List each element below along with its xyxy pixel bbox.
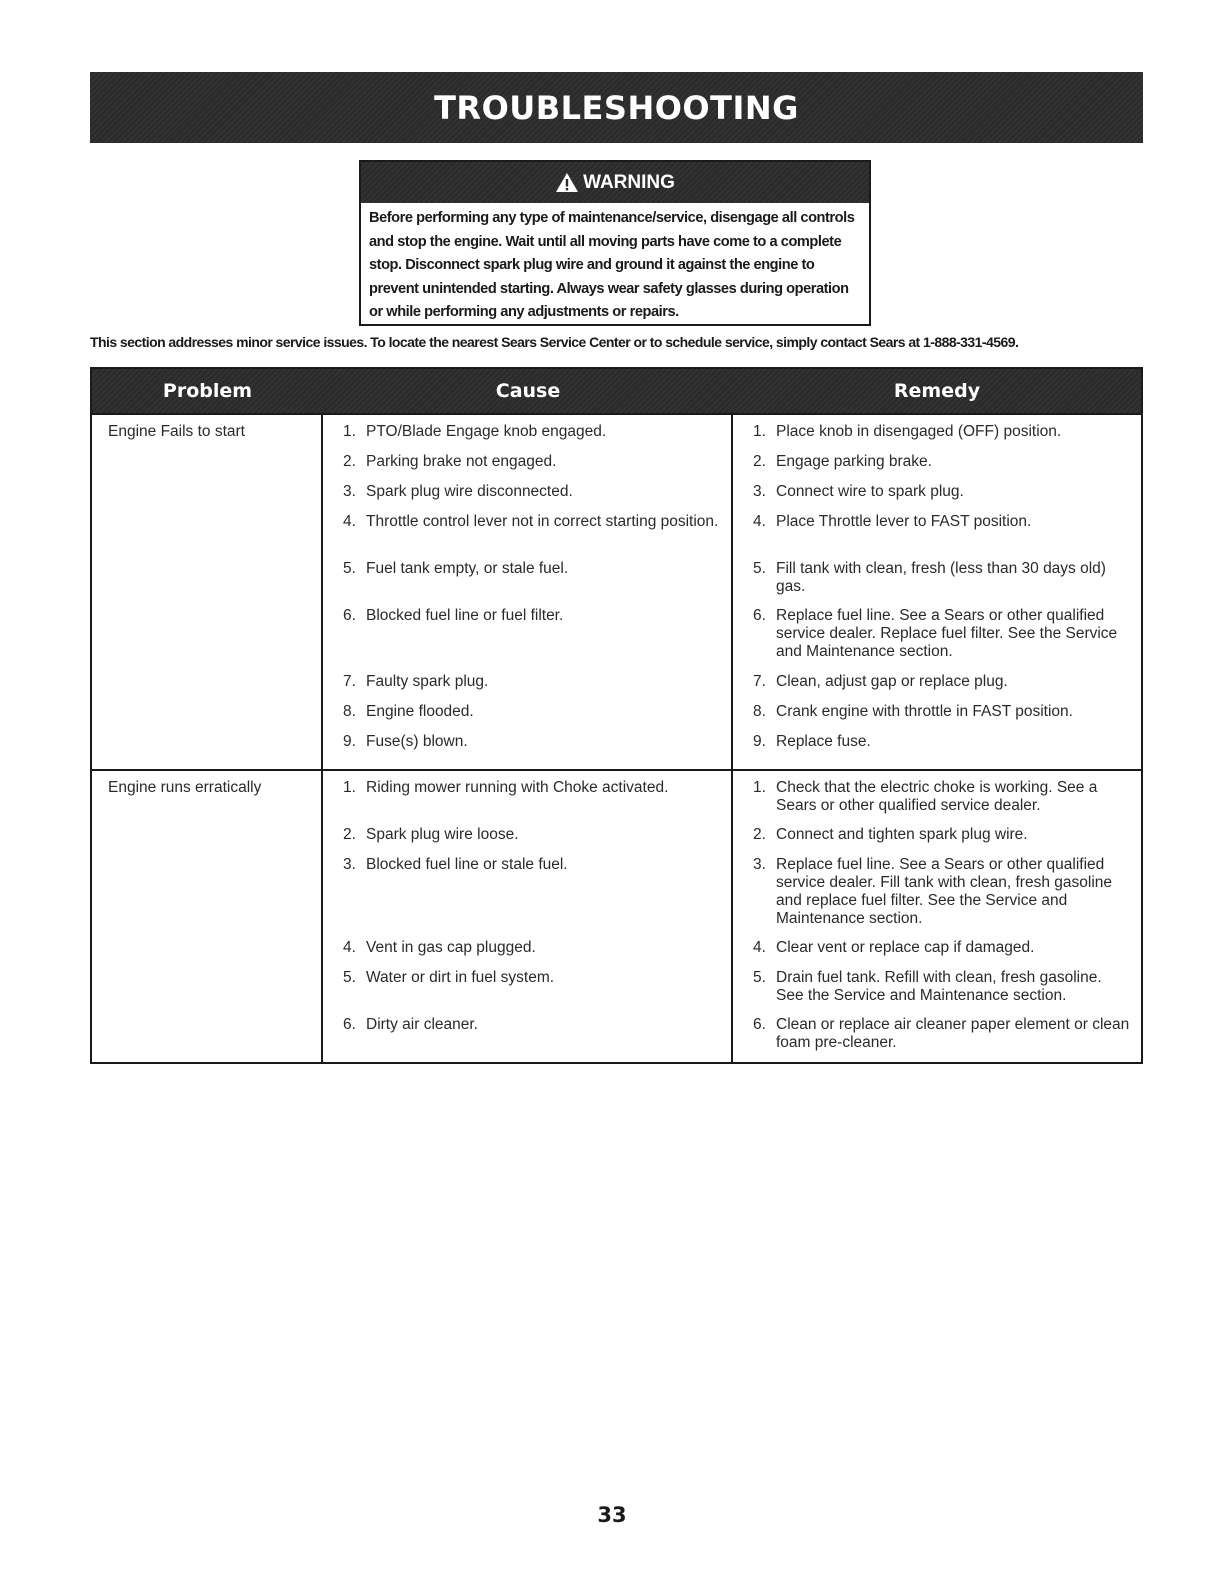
problem-text: Engine runs erratically (108, 779, 262, 796)
cause-item (343, 607, 723, 673)
title-banner (90, 72, 1143, 143)
cause-item (343, 513, 723, 560)
cause-item (343, 560, 723, 607)
remedy-item (753, 483, 1131, 513)
item-number: 2. (753, 826, 766, 843)
item-number: 5. (753, 560, 766, 577)
header-remedy: Remedy (893, 380, 981, 402)
page-number: 33 (597, 1503, 627, 1527)
item-number: 6. (343, 607, 356, 624)
header-cause: Cause (495, 380, 561, 402)
remedy-text: Fill tank with clean, fresh (less than 30 days old) gas. (776, 560, 1106, 595)
cause-item (343, 423, 723, 453)
remedy-item (753, 607, 1131, 673)
header-problem: Problem (162, 380, 253, 402)
item-number: 1. (343, 779, 356, 796)
item-number: 2. (343, 453, 356, 470)
problem-text: Engine Fails to start (108, 423, 245, 440)
item-number: 4. (343, 513, 356, 530)
cause-text: Vent in gas cap plugged. (366, 939, 536, 956)
warning-text: Before performing any type of maintenance/service, disengage all controls and stop the engine. Wait until all moving parts have come to a complete stop. Disconnect spark plug wire and ground it against the engine to prevent unintended starting. Always wear safety glasses during operation or while performing any adjustments or repairs. (369, 210, 855, 321)
troubleshooting-table (90, 367, 1143, 1064)
item-number: 8. (343, 703, 356, 720)
table-header (92, 369, 1141, 413)
item-number: 4. (753, 939, 766, 956)
cause-text: Spark plug wire disconnected. (366, 483, 573, 500)
table-row (92, 769, 1141, 1062)
remedy-text: Place Throttle lever to FAST position. (776, 513, 1032, 530)
cause-text: Riding mower running with Choke activated. (366, 779, 669, 796)
remedy-text: Clean or replace air cleaner paper element or clean foam pre-cleaner. (776, 1016, 1130, 1051)
remedy-item (753, 1016, 1131, 1056)
cause-text: Blocked fuel line or fuel filter. (366, 607, 564, 624)
remedy-text: Check that the electric choke is working. See a Sears or other qualified service dealer. (776, 779, 1098, 814)
warning-header (361, 162, 869, 203)
remedy-item (753, 423, 1131, 453)
item-number: 1. (343, 423, 356, 440)
remedy-item (753, 703, 1131, 733)
cause-item (343, 733, 723, 763)
page-title: TROUBLESHOOTING (434, 88, 799, 127)
warning-heading: WARNING (583, 171, 675, 193)
remedy-item (753, 826, 1131, 856)
remedy-text: Replace fuel line. See a Sears or other qualified service dealer. Fill tank with clean, fresh gasoline and replace fuel filter. See the Service and Maintenance section. (776, 856, 1112, 927)
remedy-item (753, 939, 1131, 969)
remedy-item (753, 969, 1131, 1016)
item-number: 2. (343, 826, 356, 843)
cause-cell (323, 771, 733, 1062)
cause-item (343, 856, 723, 939)
remedy-text: Crank engine with throttle in FAST position. (776, 703, 1073, 720)
remedy-text: Connect wire to spark plug. (776, 483, 964, 500)
cause-text: Throttle control lever not in correct starting position. (366, 513, 719, 530)
warning-triangle-icon (555, 172, 579, 193)
remedy-item (753, 453, 1131, 483)
item-number: 3. (343, 856, 356, 873)
remedy-item (753, 733, 1131, 763)
cause-text: Parking brake not engaged. (366, 453, 557, 470)
intro-text: This section addresses minor service issues. To locate the nearest Sears Service Center or to schedule service, simply contact Sears at 1-888-331-4569. (90, 334, 1019, 350)
remedy-item (753, 560, 1131, 607)
item-number: 5. (343, 560, 356, 577)
problem-cell (92, 415, 323, 769)
item-number: 3. (753, 856, 766, 873)
cause-text: Dirty air cleaner. (366, 1016, 478, 1033)
item-number: 6. (753, 1016, 766, 1033)
cause-item (343, 453, 723, 483)
cause-text: Spark plug wire loose. (366, 826, 519, 843)
item-number: 8. (753, 703, 766, 720)
remedy-item (753, 673, 1131, 703)
remedy-item (753, 856, 1131, 939)
cause-text: PTO/Blade Engage knob engaged. (366, 423, 607, 440)
item-number: 9. (753, 733, 766, 750)
item-number: 5. (343, 969, 356, 986)
item-number: 6. (343, 1016, 356, 1033)
item-number: 7. (753, 673, 766, 690)
item-number: 7. (343, 673, 356, 690)
cause-item (343, 483, 723, 513)
item-number: 1. (753, 779, 766, 796)
cause-item (343, 673, 723, 703)
cause-item (343, 939, 723, 969)
item-number: 3. (343, 483, 356, 500)
item-number: 9. (343, 733, 356, 750)
remedy-cell (733, 415, 1141, 769)
cause-text: Fuel tank empty, or stale fuel. (366, 560, 569, 577)
cause-text: Fuse(s) blown. (366, 733, 468, 750)
remedy-text: Place knob in disengaged (OFF) position. (776, 423, 1062, 440)
cause-item (343, 1016, 723, 1056)
table-row (92, 413, 1141, 769)
item-number: 4. (343, 939, 356, 956)
item-number: 3. (753, 483, 766, 500)
cause-item (343, 779, 723, 826)
cause-text: Blocked fuel line or stale fuel. (366, 856, 568, 873)
cause-text: Water or dirt in fuel system. (366, 969, 555, 986)
remedy-text: Connect and tighten spark plug wire. (776, 826, 1028, 843)
item-number: 6. (753, 607, 766, 624)
remedy-text: Engage parking brake. (776, 453, 932, 470)
cause-item (343, 969, 723, 1016)
cause-text: Faulty spark plug. (366, 673, 489, 690)
remedy-text: Replace fuel line. See a Sears or other qualified service dealer. Replace fuel filter. See the Service and Maintenance section. (776, 607, 1118, 660)
remedy-item (753, 513, 1131, 560)
warning-box (359, 160, 871, 326)
cause-item (343, 703, 723, 733)
item-number: 1. (753, 423, 766, 440)
remedy-item (753, 779, 1131, 826)
cause-cell (323, 415, 733, 769)
item-number: 5. (753, 969, 766, 986)
remedy-text: Clean, adjust gap or replace plug. (776, 673, 1008, 690)
cause-item (343, 826, 723, 856)
item-number: 2. (753, 453, 766, 470)
table-body (92, 413, 1141, 1062)
remedy-cell (733, 771, 1141, 1062)
remedy-text: Replace fuse. (776, 733, 871, 750)
problem-cell (92, 771, 323, 1062)
cause-text: Engine flooded. (366, 703, 474, 720)
remedy-text: Clear vent or replace cap if damaged. (776, 939, 1035, 956)
item-number: 4. (753, 513, 766, 530)
remedy-text: Drain fuel tank. Refill with clean, fresh gasoline. See the Service and Maintenance section. (776, 969, 1102, 1004)
